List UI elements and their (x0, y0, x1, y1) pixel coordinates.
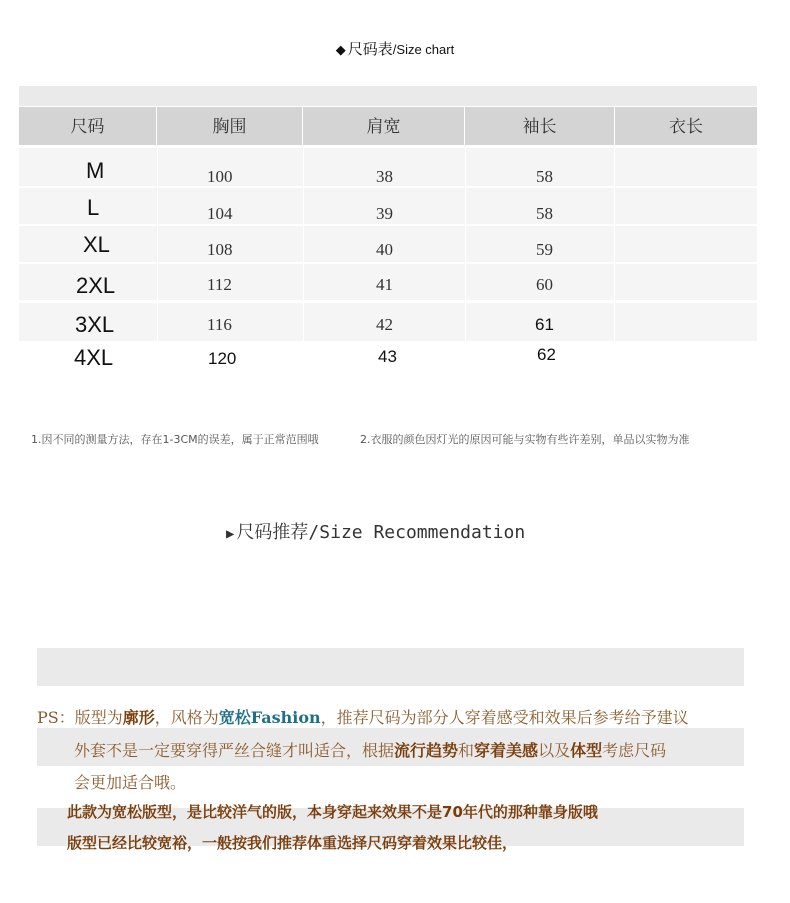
play-arrow-icon: ▶ (226, 526, 235, 542)
sleeve-cell: 58 (536, 204, 553, 223)
shoulder-cell: 41 (376, 275, 393, 294)
size-cell: 2XL (76, 273, 116, 298)
column-divider (157, 148, 158, 341)
table-top-band (19, 86, 757, 106)
size-chart-title-cn: 尺码表 (347, 40, 393, 58)
header-sleeve: 袖长 (465, 107, 615, 145)
sleeve-cell: 59 (536, 240, 553, 259)
diamond-icon: ◆ (335, 43, 346, 58)
shoulder-cell: 38 (376, 167, 393, 186)
shoulder-cell: 39 (376, 204, 393, 223)
sleeve-cell: 58 (536, 167, 553, 186)
ps-mid1: ，风格为 (154, 708, 219, 727)
header-length: 衣长 (669, 117, 703, 137)
header-shoulder: 肩宽 (303, 107, 465, 145)
size-cell: 3XL (75, 312, 115, 337)
size-cell: XL (83, 232, 110, 257)
ps-line-1 (37, 705, 689, 728)
chest-cell: 104 (207, 204, 233, 223)
color-note: 2.衣服的颜色因灯光的原因可能与实物有些许差别，单品以实物为准 (360, 433, 690, 446)
ps-line-2 (74, 738, 666, 761)
ps-style: 宽松Fashion (218, 708, 321, 727)
ps-and: 和 (458, 741, 475, 760)
size-cell: 4XL (74, 345, 114, 370)
size-recommendation-text: 尺码推荐/Size Recommendation (236, 522, 526, 543)
header-chest: 胸围 (157, 107, 303, 145)
header-size: 尺码 (19, 107, 157, 145)
chest-cell: 112 (207, 275, 232, 294)
size-chart-title-en: /Size chart (392, 42, 455, 57)
ps-trend: 流行趋势 (394, 741, 459, 760)
shoulder-cell: 43 (378, 347, 397, 366)
size-table-header (19, 107, 757, 145)
shoulder-cell: 42 (376, 315, 393, 334)
ps-beauty: 穿着美感 (474, 741, 539, 760)
ps-yiji: 以及 (538, 741, 571, 760)
column-divider (614, 148, 615, 341)
column-divider (465, 148, 466, 341)
gray-band (37, 648, 744, 686)
chest-cell: 120 (208, 349, 237, 368)
ps-line-5: 版型已经比较宽裕，一般按我们推荐体重选择尺码穿着效果比较佳， (67, 834, 518, 852)
measurement-note: 1.因不同的测量方法，存在1-3CM的误差，属于正常范围哦 (31, 433, 319, 446)
ps-prefix: PS：版型为 (37, 708, 123, 727)
ps-line-4: 此款为宽松版型，是比较洋气的版，本身穿起来效果不是70年代的那种靠身版哦 (67, 803, 598, 821)
chest-cell: 100 (207, 167, 233, 186)
chest-cell: 108 (207, 240, 233, 259)
ps-line2-a: 外套不是一定要穿得严丝合缝才叫适合，根据 (74, 741, 395, 760)
chest-cell: 116 (207, 315, 232, 334)
ps-line2-b: 考虑尺码 (602, 741, 667, 760)
ps-body: 体型 (570, 741, 603, 760)
shoulder-cell: 40 (376, 240, 393, 259)
size-cell: M (86, 158, 105, 183)
sleeve-cell: 60 (536, 275, 553, 294)
size-recommendation-title (226, 518, 525, 544)
ps-mid2: ，推荐尺码为部分人穿着感受和效果后参考给予建议 (320, 708, 689, 727)
column-divider (303, 148, 304, 341)
ps-shape: 廓形 (122, 708, 155, 727)
size-chart-title (0, 38, 790, 59)
sleeve-cell: 62 (537, 345, 556, 364)
ps-line-3: 会更加适合哦。 (74, 773, 187, 792)
size-cell: L (87, 195, 100, 220)
sleeve-cell: 61 (535, 315, 554, 334)
